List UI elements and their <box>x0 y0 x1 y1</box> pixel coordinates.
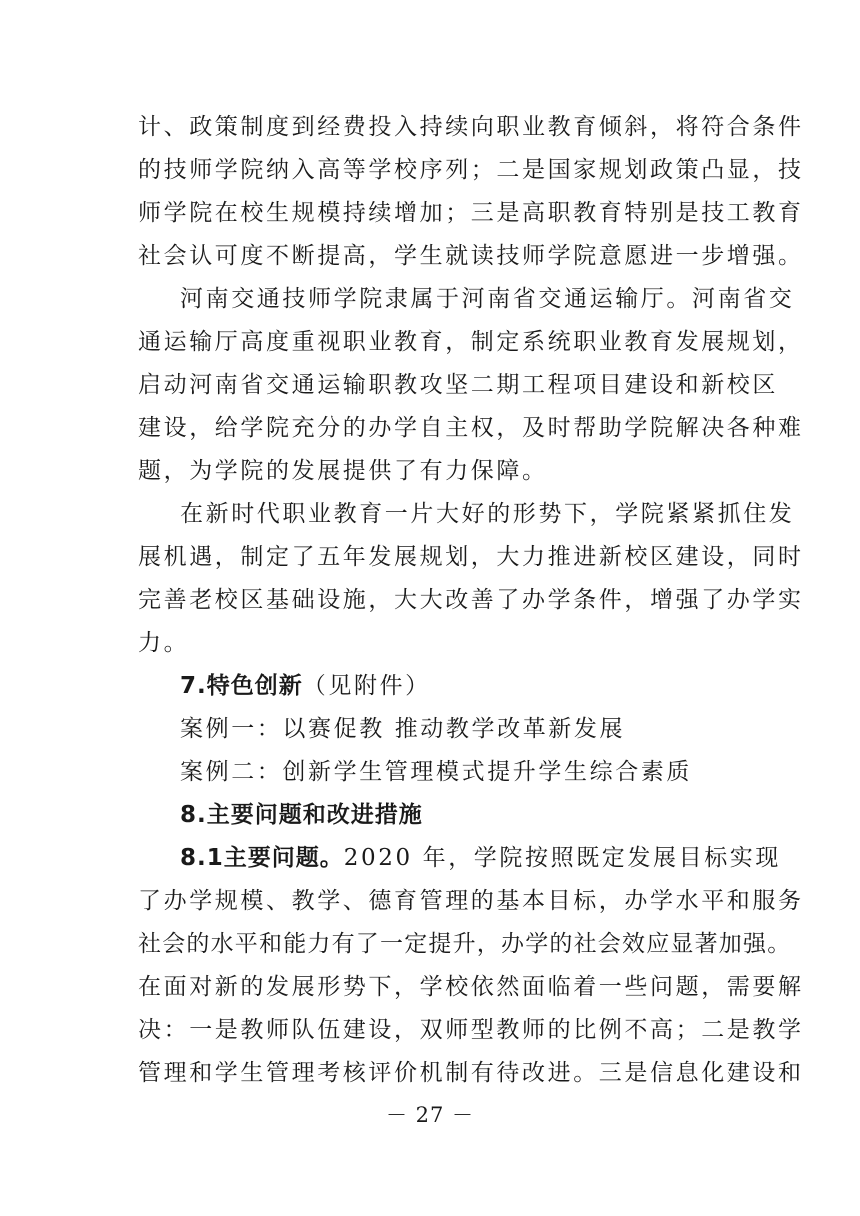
section-7-heading-line <box>180 672 780 700</box>
paragraph-line: 社会认可度不断提高，学生就读技师学院意愿进一步增强。 <box>138 243 804 269</box>
paragraph-line: 师学院在校生规模持续增加；三是高职教育特别是技工教育 <box>138 200 804 226</box>
paragraph-line: 管理和学生管理考核评价机制有待改进。三是信息化建设和 <box>138 1060 804 1086</box>
section-8-subheading: 8.1主要问题。 <box>180 845 344 871</box>
page-number: － 27 － <box>385 1103 475 1127</box>
section-8-first-line <box>180 844 780 872</box>
paragraph-line: 决：一是教师队伍建设，双师型教师的比例不高；二是教学 <box>138 1017 804 1043</box>
paragraph-line: 了办学规模、教学、德育管理的基本目标，办学水平和服务 <box>138 888 804 914</box>
paragraph-line: 通运输厅高度重视职业教育，制定系统职业教育发展规划， <box>138 329 804 355</box>
paragraph-line: 展机遇，制定了五年发展规划，大力推进新校区建设，同时 <box>138 544 804 570</box>
case-1: 案例一：以赛促教 推动教学改革新发展 <box>180 716 626 742</box>
paragraph-line: 建设，给学院充分的办学自主权，及时帮助学院解决各种难 <box>138 415 804 441</box>
paragraph-line: 在面对新的发展形势下，学校依然面临着一些问题，需要解 <box>138 974 804 1000</box>
paragraph-line: 在新时代职业教育一片大好的形势下，学院紧紧抓住发 <box>180 501 795 527</box>
paragraph-line: 的技师学院纳入高等学校序列；二是国家规划政策凸显，技 <box>138 157 804 183</box>
paragraph-line: 启动河南省交通运输职教攻坚二期工程项目建设和新校区 <box>138 372 778 398</box>
paragraph-line: 社会的水平和能力有了一定提升，办学的社会效应显著加强。 <box>138 931 792 957</box>
section-7-heading: 7.特色创新 <box>180 673 303 699</box>
paragraph-line: 力。 <box>138 630 190 656</box>
section-7-note: （见附件） <box>302 673 431 699</box>
paragraph-line: 计、政策制度到经费投入持续向职业教育倾斜，将符合条件 <box>138 114 804 140</box>
section-8-heading: 8.主要问题和改进措施 <box>180 802 423 828</box>
paragraph-line: 河南交通技师学院隶属于河南省交通运输厅。河南省交 <box>180 286 795 312</box>
paragraph-line: 完善老校区基础设施，大大改善了办学条件，增强了办学实 <box>138 587 804 613</box>
case-2: 案例二：创新学生管理模式提升学生综合素质 <box>180 759 692 785</box>
paragraph-line: 题，为学院的发展提供了有力保障。 <box>138 458 548 484</box>
section-8-line-text: 2020 年，学院按照既定发展目标实现 <box>343 845 781 871</box>
